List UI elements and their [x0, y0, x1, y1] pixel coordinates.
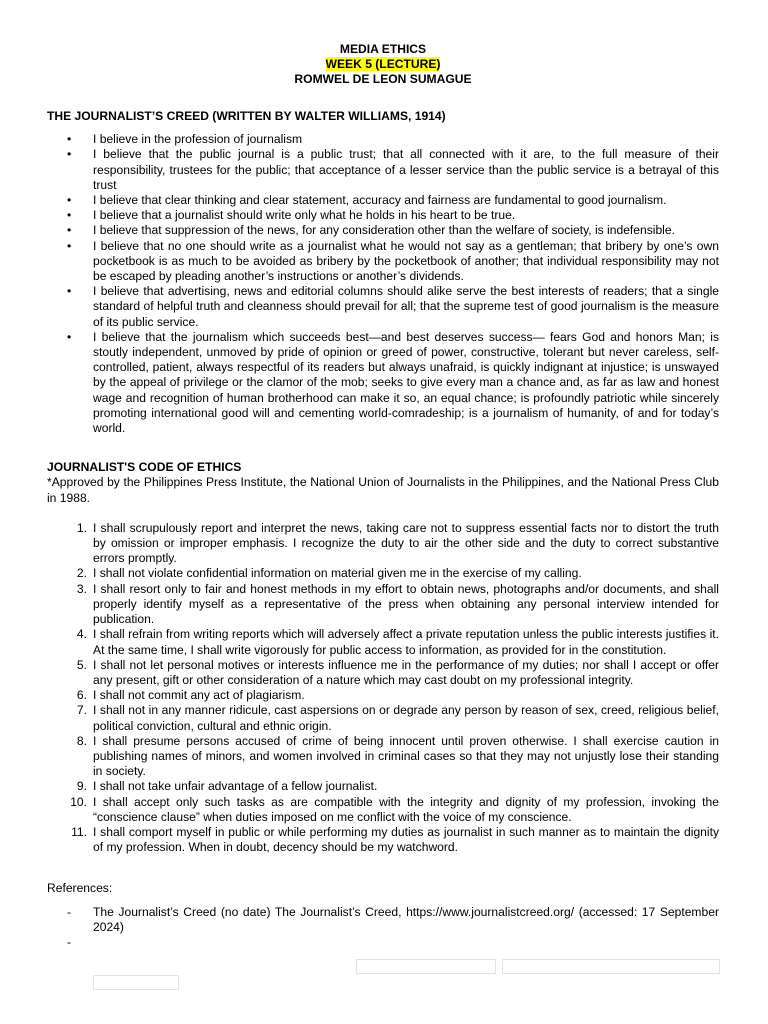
code-item-text: I shall not let personal motives or interests influence me in the performance of my duties; nor shall I accept or offer any present, gift or other consideration of a nature which may cast doubt on my professional integrity. [93, 657, 719, 687]
code-title: JOURNALIST'S CODE OF ETHICS [47, 460, 242, 475]
document-header [47, 42, 719, 87]
code-item-text: I shall refrain from writing reports which will adversely affect a private reputation unless the public interests justifies it. At the same time, I shall write vigorously for public access to information, as provided for in the constitution. [93, 627, 719, 657]
code-item [47, 825, 719, 855]
code-item-number: 6. [76, 688, 87, 703]
creed-item: • I believe that clear thinking and clear statement, accuracy and fairness are fundamental to good journalism. [47, 193, 719, 208]
creed-item: • I believe that a journalist should write only what he holds in his heart to be true. [47, 208, 719, 223]
code-item-text: I shall comport myself in public or while performing my duties as journalist in such manner as to maintain the dignity of my profession. When in doubt, decency should be my watchword. [93, 824, 719, 855]
code-item-text: I shall resort only to fair and honest methods in my effort to obtain news, photographs and/or documents, and shall properly identify myself as a representative of the press when obtaining any personal interview intended for publication. [93, 581, 719, 627]
code-item-number: 5. [76, 657, 87, 672]
code-item-text: I shall not in any manner ridicule, cast aspersions on or degrade any person by reason of sex, creed, religious belief, political conviction, cultural and ethnic origin. [93, 703, 719, 733]
reference-text: The Journalist’s Creed (no date) The Journalist’s Creed, https://www.journalistcreed.org/ (accessed: 17 September 2024) [93, 904, 719, 934]
code-item [47, 734, 719, 780]
code-item-text: I shall accept only such tasks as are compatible with the integrity and dignity of my profession, invoking the “conscience clause” when duties imposed on me conflict with the voice of my conscience. [93, 794, 719, 824]
author-name: ROMWEL DE LEON SUMAGUE [294, 72, 472, 86]
creed-item: • I believe that no one should write as a journalist what he would not say as a gentleman; that bribery by one’s own pocketbook is as much to be avoided as bribery by the pocketbook of another; that individual responsibility may not be escaped by pleading another’s instructions or another’s dividends. [47, 239, 719, 285]
blank-field [93, 975, 179, 990]
code-item [47, 795, 719, 825]
reference-bullet: - [67, 904, 72, 919]
week-label: WEEK 5 (LECTURE) [325, 57, 441, 71]
code-item-number: 1. [76, 520, 87, 535]
references-title: References: [47, 881, 113, 896]
course-title: MEDIA ETHICS [339, 42, 427, 56]
week-label-row [47, 57, 719, 72]
code-item-text: I shall presume persons accused of crime of being innocent until proven otherwise. I shall exercise caution in publishing names of minors, and women involved in criminal cases so that they may not unjustly lose their standing in society. [93, 733, 719, 779]
creed-list [47, 132, 719, 436]
code-item-number: 9. [76, 779, 87, 794]
blank-field [356, 959, 496, 974]
code-item [47, 566, 719, 581]
code-item-number: 11. [71, 824, 87, 839]
code-item-number: 4. [76, 627, 87, 642]
code-item [47, 658, 719, 688]
code-item [47, 688, 719, 703]
code-item [47, 627, 719, 657]
creed-title: THE JOURNALIST’S CREED (WRITTEN BY WALTER WILLIAMS, 1914) [47, 109, 446, 123]
references-list [47, 905, 719, 950]
reference-item [47, 935, 719, 950]
code-item [47, 521, 719, 567]
blank-field [502, 959, 720, 974]
reference-item [47, 905, 719, 935]
code-item-text: I shall not take unfair advantage of a fellow journalist. [93, 779, 378, 794]
code-item [47, 779, 719, 794]
code-item-text: I shall not violate confidential information on material given me in the exercise of my calling. [93, 566, 582, 581]
code-item-number: 10. [70, 794, 87, 809]
code-item-number: 2. [76, 566, 87, 581]
code-item-text: I shall scrupulously report and interpret the news, taking care not to suppress essential facts nor to distort the truth by omission or improper emphasis. I recognize the duty to air the other side and the duty to correct substantive errors promptly. [93, 520, 719, 566]
creed-item: • I believe in the profession of journalism [47, 132, 719, 147]
creed-item: • I believe that the journalism which succeeds best—and best deserves success— fears God and honors Man; is stoutly independent, unmoved by pride of opinion or greed of power, constructive, tolerant but never careless, self-controlled, patient, always respectful of its readers but always unafraid, is quickly indignant at injustice; is unswayed by the appeal of privilege or the clamor of the mob; seeks to give every man a chance and, as far as law and honest wage and recognition of human brotherhood can make it so, an equal chance; is profoundly patriotic while sincerely promoting international good will and cementing world-comradeship; is a journalism of humanity, of and for today’s world. [47, 330, 719, 436]
code-item [47, 582, 719, 628]
code-item-text: I shall not commit any act of plagiarism. [93, 688, 305, 703]
code-item-number: 7. [76, 703, 87, 718]
code-item-number: 3. [76, 581, 87, 596]
creed-item: • I believe that advertising, news and editorial columns should alike serve the best interests of readers; that a single standard of helpful truth and cleanness should prevail for all; that the supreme test of good journalism is the measure of its public service. [47, 284, 719, 330]
document-page [47, 42, 719, 950]
creed-item: • I believe that suppression of the news, for any consideration other than the welfare of society, is indefensible. [47, 223, 719, 238]
creed-item: • I believe that the public journal is a public trust; that all connected with it are, to the full measure of their responsibility, trustees for the public; that acceptance of a lesser service than the public service is a betrayal of this trust [47, 147, 719, 193]
reference-bullet: - [67, 934, 72, 949]
code-item-number: 8. [76, 733, 87, 748]
code-list [47, 521, 719, 855]
code-note: *Approved by the Philippines Press Institute, the National Union of Journalists in the Philippines, and the National Press Club in 1988. [47, 475, 719, 505]
code-item [47, 703, 719, 733]
